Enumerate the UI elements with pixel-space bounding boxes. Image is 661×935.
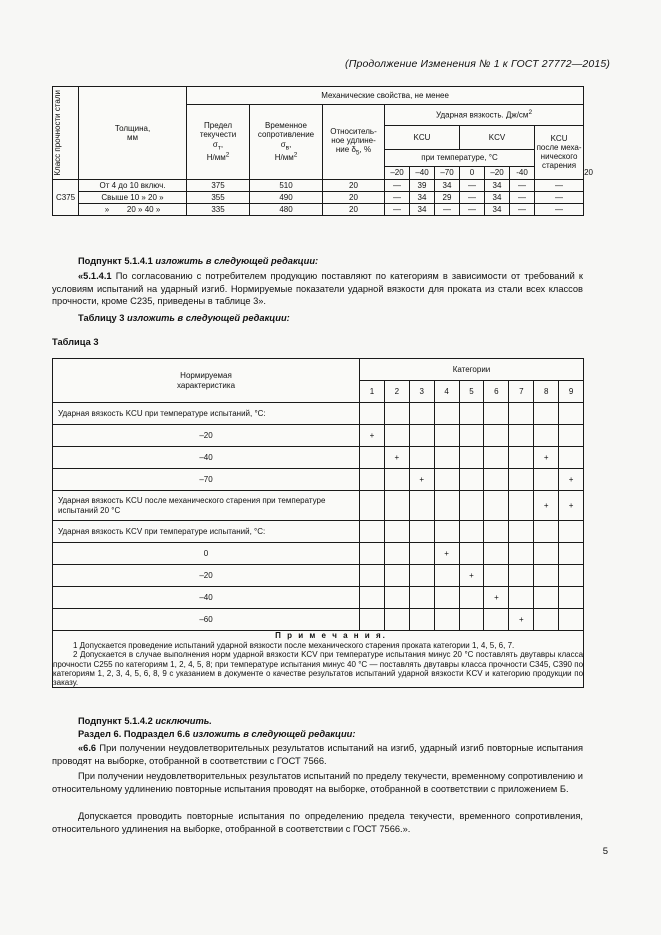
subclause-5142-action: исключить. [155, 716, 212, 726]
mark-r0-c1 [360, 403, 385, 425]
mark-r2-c2: + [384, 447, 409, 469]
mark-r4-c2 [384, 491, 409, 521]
paragraph-5141-body [52, 270, 583, 308]
paragraph-5141-number: «5.1.4.1 [78, 271, 112, 281]
mark-r9-c1 [360, 609, 385, 631]
row-label-kcu-header: Ударная вязкость KCU при температуре испытаний, °C: [53, 403, 360, 425]
mark-r5-c9 [559, 521, 584, 543]
cell-thickness-2: Свыше 10 » 20 » [79, 191, 187, 203]
paragraph-66-body [52, 742, 583, 767]
row-label-kcu-minus70: –70 [53, 469, 360, 491]
mark-r8-c2 [384, 587, 409, 609]
th-elong-l1: Относитель- [330, 126, 377, 136]
mark-r1-c8 [534, 425, 559, 447]
mark-r6-c5 [459, 543, 484, 565]
mark-r0-c9 [559, 403, 584, 425]
mark-r4-c3 [409, 491, 434, 521]
th-char-line2: характеристика [176, 380, 236, 390]
mechanical-properties-table: Класс прочности стали Толщина, мм Механические свойства, не менее Предел текучести $\sigma_т$, $Н/мм^2$ Временное сопротивление $\sigma_в$, $Н/мм^2$ Относитель- ное удлине- ние $\delta_5$, % Ударная вязкость. $Дж/см^2$ KCU KCV KCU после меха- нического старения при температуре, °C –20 –40 –70 0 –20 -40 20 С375 От 4 до 10 включ. 375 510 20 — 39 34 — 34 — — Свыше 10 » 20 » 355 490 20 — 34 29 — 34 — — » 20 » 40 » 335 480 20 — 34 — — 34 — — [52, 86, 584, 216]
mark-r6-c9 [559, 543, 584, 565]
table-row [53, 191, 584, 203]
cell-kcv40-2: — [510, 191, 535, 203]
subclause-5141-action: изложить в следующей редакции: [155, 256, 319, 266]
cell-elong-3: 20 [323, 203, 385, 215]
cell-kcu40-3: 34 [410, 203, 435, 215]
mark-r5-c7 [509, 521, 534, 543]
th-category-1: 1 [360, 381, 385, 403]
mark-r6-c2 [384, 543, 409, 565]
row-label-kcu-minus20: –20 [53, 425, 360, 447]
mark-r8-c7 [509, 587, 534, 609]
th-yield-strength [187, 105, 250, 180]
mark-r5-c6 [484, 521, 509, 543]
paragraph-66-text [52, 742, 583, 767]
mark-r3-c2 [384, 469, 409, 491]
cell-kcv0-2: — [460, 191, 485, 203]
mark-r2-c6 [484, 447, 509, 469]
th-elong-l3: ние $\delta_5$, % [335, 144, 372, 157]
mark-r3-c6 [484, 469, 509, 491]
table-row [53, 403, 584, 425]
th-category-7: 7 [509, 381, 534, 403]
mark-r6-c1 [360, 543, 385, 565]
mark-r9-c8 [534, 609, 559, 631]
cell-kcu70-1: 34 [435, 179, 460, 191]
mark-r4-c4 [434, 491, 459, 521]
mark-r4-c7 [509, 491, 534, 521]
mark-r8-c6: + [484, 587, 509, 609]
cell-kcv20-1: 34 [485, 179, 510, 191]
th-temp-kcu-20: –20 [385, 166, 410, 179]
cell-kcu-aged-1: — [535, 179, 584, 191]
table3-action: изложить в следующей редакции: [126, 313, 290, 323]
mark-r6-c4: + [434, 543, 459, 565]
row-label-kcv-minus40: –40 [53, 587, 360, 609]
mark-r9-c5 [459, 609, 484, 631]
cell-kcu20-1: — [385, 179, 410, 191]
mark-r2-c3 [409, 447, 434, 469]
th-category-2: 2 [384, 381, 409, 403]
mechanical-properties-table-wrapper [52, 86, 593, 216]
mark-r5-c2 [384, 521, 409, 543]
mark-r2-c4 [434, 447, 459, 469]
th-kcu-aged-l3: нического [540, 152, 578, 162]
mark-r8-c4 [434, 587, 459, 609]
mark-r0-c5 [459, 403, 484, 425]
mark-r5-c4 [434, 521, 459, 543]
mark-r7-c4 [434, 565, 459, 587]
table3-notes-row [53, 631, 584, 688]
table-row [53, 521, 584, 543]
cell-kcu-aged-3: — [535, 203, 584, 215]
subclause-5142-label: Подпункт 5.1.4.2 [78, 716, 156, 726]
th-category-9: 9 [559, 381, 584, 403]
row-label-kcv-header: Ударная вязкость KCV при температуре испытаний, °C: [53, 521, 360, 543]
row-label-kcv-0: 0 [53, 543, 360, 565]
cell-kcu40-1: 39 [410, 179, 435, 191]
mark-r3-c9: + [559, 469, 584, 491]
cell-yield-3: 335 [187, 203, 250, 215]
cell-kcv40-1: — [510, 179, 535, 191]
row-label-kcu-minus40: –40 [53, 447, 360, 469]
th-temp-kcv-0: 0 [460, 166, 485, 179]
cell-kcu70-3: — [435, 203, 460, 215]
table3-label: Таблицу 3 [78, 313, 127, 323]
mark-r9-c3 [409, 609, 434, 631]
subclause-5141-label: Подпункт 5.1.4.1 [78, 256, 156, 266]
th-tensile-l4: $Н/мм^2$ [274, 151, 298, 163]
paragraph-66-number: «6.6 [78, 743, 97, 753]
mark-r0-c2 [384, 403, 409, 425]
mark-r9-c6 [484, 609, 509, 631]
th-normalized-characteristic [53, 359, 360, 403]
mark-r8-c3 [409, 587, 434, 609]
mark-r1-c3 [409, 425, 434, 447]
cell-kcu20-3: — [385, 203, 410, 215]
cell-yield-1: 375 [187, 179, 250, 191]
section6-heading-line [52, 728, 583, 741]
mark-r9-c9 [559, 609, 584, 631]
mark-r8-c1 [360, 587, 385, 609]
cell-thickness-1: От 4 до 10 включ. [79, 179, 187, 191]
notes-title: П р и м е ч а н и я. [275, 631, 387, 640]
paragraph-retest-allowed-text: Допускается проводить повторные испытания по определению предела текучести, временного сопротивления, относительного удлинения на выборке, отобранной в соответствии с ГОСТ 7566.». [52, 811, 583, 834]
cell-elong-1: 20 [323, 179, 385, 191]
table-row [53, 469, 584, 491]
table3-heading-line [52, 312, 583, 325]
th-temp-kcv-20: –20 [485, 166, 510, 179]
cell-tensile-3: 480 [250, 203, 323, 215]
mark-r1-c7 [509, 425, 534, 447]
th-at-temperature: при температуре, °C [385, 149, 535, 166]
paragraph-5141-content: По согласованию с потребителем продукцию поставляют по категориям в зависимости от требований к условиям испытаний на ударный изгиб. Нормируемые показатели ударной вязкости для проката из стали всех классов прочности, кроме С235, приведены в таблице 3». [52, 271, 583, 307]
th-elongation [323, 105, 385, 180]
mark-r4-c8: + [534, 491, 559, 521]
mark-r6-c3 [409, 543, 434, 565]
cell-thickness-3: » 20 » 40 » [79, 203, 187, 215]
mark-r0-c8 [534, 403, 559, 425]
mark-r3-c5 [459, 469, 484, 491]
paragraph-subclause-5142 [52, 715, 583, 728]
paragraph-retest-allowed [52, 810, 583, 835]
mark-r7-c2 [384, 565, 409, 587]
mark-r2-c1 [360, 447, 385, 469]
cell-kcv40-3: — [510, 203, 535, 215]
th-mechanical-properties: Механические свойства, не менее [187, 87, 584, 105]
th-char-line1: Нормируемая [180, 371, 232, 381]
section6-action: изложить в следующей редакции: [192, 729, 356, 739]
mark-r4-c1 [360, 491, 385, 521]
th-category-4: 4 [434, 381, 459, 403]
note-2: 2 Допускается в случае выполнения норм ударной вязкости KCV при температуре испытания минус 20 °C поставлять двутавры класса прочности С255 по категориям 1, 2, 4, 5, 8; при температуре испытания минус 40 °C — поставлять двутавры класса прочности С345, С390 по категориям 1, 2, 3, 4, 5, 6, 8, 9 с указанием в документе о качестве результатов испытаний ударной вязкости KCV и категорию продукции по заказу. [53, 650, 584, 687]
cell-kcv0-3: — [460, 203, 485, 215]
mark-r2-c7 [509, 447, 534, 469]
th-kcv: KCV [460, 125, 535, 149]
mark-r7-c8 [534, 565, 559, 587]
table-row [53, 609, 584, 631]
mark-r3-c7 [509, 469, 534, 491]
mark-r6-c8 [534, 543, 559, 565]
mark-r2-c8: + [534, 447, 559, 469]
paragraph-table3-heading [52, 312, 583, 325]
table-row [53, 425, 584, 447]
cell-tensile-2: 490 [250, 191, 323, 203]
mark-r1-c2 [384, 425, 409, 447]
cell-kcv20-2: 34 [485, 191, 510, 203]
cell-kcu-aged-2: — [535, 191, 584, 203]
mark-r5-c5 [459, 521, 484, 543]
mark-r5-c8 [534, 521, 559, 543]
cell-tensile-1: 510 [250, 179, 323, 191]
mark-r6-c6 [484, 543, 509, 565]
mark-r0-c4 [434, 403, 459, 425]
table-row [53, 587, 584, 609]
th-category-3: 3 [409, 381, 434, 403]
mark-r3-c1 [360, 469, 385, 491]
cell-yield-2: 355 [187, 191, 250, 203]
mark-r1-c6 [484, 425, 509, 447]
mark-r6-c7 [509, 543, 534, 565]
mark-r5-c3 [409, 521, 434, 543]
cell-elong-2: 20 [323, 191, 385, 203]
mark-r0-c3 [409, 403, 434, 425]
mark-r9-c2 [384, 609, 409, 631]
mark-r4-c6 [484, 491, 509, 521]
mark-r8-c8 [534, 587, 559, 609]
mark-r3-c8 [534, 469, 559, 491]
th-category-5: 5 [459, 381, 484, 403]
cell-kcv20-3: 34 [485, 203, 510, 215]
th-kcu-aged-l4: старения [541, 161, 577, 171]
mark-r7-c3 [409, 565, 434, 587]
mark-r4-c5 [459, 491, 484, 521]
mark-r2-c9 [559, 447, 584, 469]
th-yield-l3: $\sigma_т$, [212, 139, 224, 152]
subclause-5141-heading-line [52, 255, 583, 268]
mark-r7-c7 [509, 565, 534, 587]
paragraph-section6-heading [52, 728, 583, 741]
mark-r1-c5 [459, 425, 484, 447]
mark-r0-c7 [509, 403, 534, 425]
th-elong-l2: ное удлине- [331, 135, 376, 145]
th-kcu-aged-l2: после меха- [536, 143, 582, 153]
page-header-note: (Продолжение Изменения № 1 к ГОСТ 27772—2015) [345, 58, 610, 70]
th-tensile-strength [250, 105, 323, 180]
mark-r1-c9 [559, 425, 584, 447]
mark-r2-c5 [459, 447, 484, 469]
table3-notes-cell [53, 631, 584, 688]
th-tensile-l2: сопротивление [257, 130, 315, 140]
th-yield-l1: Предел [204, 121, 232, 131]
th-temp-kcv-40: -40 [510, 166, 535, 179]
table3-wrapper [52, 358, 583, 688]
th-thickness-line1: Толщина, [114, 123, 151, 133]
paragraph-subclause-5141-heading [52, 255, 583, 268]
cell-kcu70-2: 29 [435, 191, 460, 203]
th-thickness-line2: мм [127, 132, 138, 142]
mark-r9-c7: + [509, 609, 534, 631]
mark-r3-c3: + [409, 469, 434, 491]
th-tensile-l1: Временное [265, 121, 307, 131]
mark-r1-c4 [434, 425, 459, 447]
th-strength-class [53, 87, 79, 180]
table-row [53, 179, 584, 191]
th-yield-l2: текучести [199, 130, 237, 140]
th-categories: Категории [360, 359, 584, 381]
mark-r7-c1 [360, 565, 385, 587]
th-temp-kcu-40: –40 [410, 166, 435, 179]
th-category-8: 8 [534, 381, 559, 403]
mark-r7-c6 [484, 565, 509, 587]
table-row [53, 543, 584, 565]
mark-r7-c9 [559, 565, 584, 587]
mark-r3-c4 [434, 469, 459, 491]
mark-r9-c4 [434, 609, 459, 631]
categories-table [52, 358, 584, 688]
th-kcu: KCU [385, 125, 460, 149]
th-category-6: 6 [484, 381, 509, 403]
th-impact-toughness: Ударная вязкость. $Дж/см^2$ [385, 105, 584, 126]
note-1: 1 Допускается проведение испытаний ударной вязкости после механического старения проката категории 1, 4, 5, 6, 7. [73, 641, 515, 651]
cell-strength-class: С375 [53, 179, 79, 215]
paragraph-retest-yield [52, 770, 583, 795]
th-tensile-l3: $\sigma_в$, [280, 139, 292, 152]
cell-kcu20-2: — [385, 191, 410, 203]
th-temp-kcu-70: –70 [435, 166, 460, 179]
table-row [53, 203, 584, 215]
cell-kcv0-1: — [460, 179, 485, 191]
th-yield-l4: $Н/мм^2$ [206, 151, 230, 163]
subclause-5142-line [52, 715, 583, 728]
paragraph-retest-yield-text: При получении неудовлетворительных результатов испытаний по пределу текучести, временному сопротивлению и относительному удлинению повторные испытания проводят на выборке, отобранной в соответствии с приложением Б. [52, 771, 583, 794]
th-thickness [79, 87, 187, 180]
table-row [53, 447, 584, 469]
mark-r8-c9 [559, 587, 584, 609]
table-row [53, 491, 584, 521]
mark-r4-c9: + [559, 491, 584, 521]
mark-r1-c1: + [360, 425, 385, 447]
cell-kcu40-2: 34 [410, 191, 435, 203]
paragraph-66-content: При получении неудовлетворительных результатов испытаний на изгиб, ударный изгиб повторные испытания проводят на выборке, отобранной в соответствии с ГОСТ 7566. [52, 743, 583, 766]
page-number: 5 [602, 846, 608, 857]
table-row [53, 565, 584, 587]
th-kcu-aged [535, 125, 584, 179]
row-label-kcu-aged: Ударная вязкость KCU после механического старения при температуре испытаний 20 °C [53, 491, 360, 521]
section6-label: Раздел 6. Подраздел 6.6 [78, 729, 193, 739]
row-label-kcv-minus60: –60 [53, 609, 360, 631]
row-label-kcv-minus20: –20 [53, 565, 360, 587]
paragraph-5141-text [52, 270, 583, 308]
mark-r5-c1 [360, 521, 385, 543]
mark-r8-c5 [459, 587, 484, 609]
th-strength-class-label: Класс прочности стали [53, 90, 62, 176]
th-kcu-aged-l1: KCU [550, 133, 568, 143]
table3-caption: Таблица 3 [52, 337, 99, 347]
mark-r0-c6 [484, 403, 509, 425]
mark-r7-c5: + [459, 565, 484, 587]
